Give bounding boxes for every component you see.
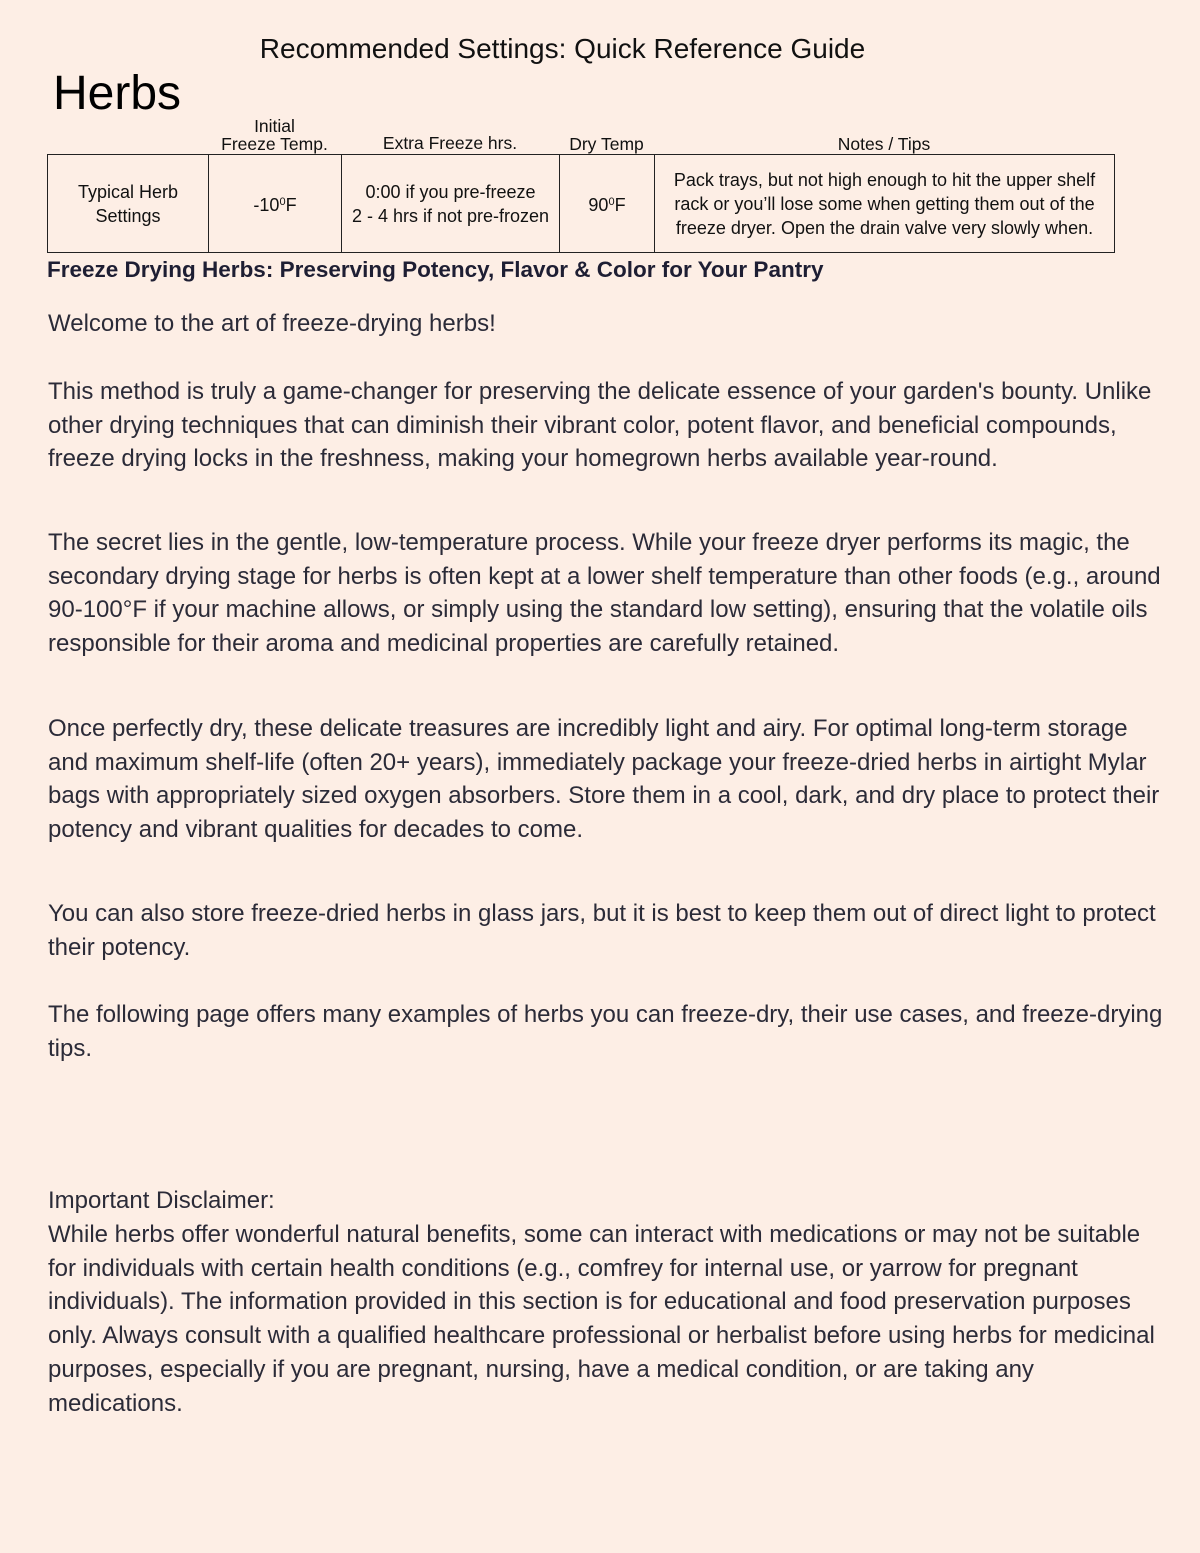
jars-paragraph: You can also store freeze-dried herbs in glass jars, but it is best to keep them out of direct light to protect their potency. bbox=[48, 900, 1156, 961]
notes-line2: rack or you’ll lose some when getting them out of the bbox=[674, 193, 1095, 214]
welcome-paragraph: Welcome to the art of freeze-drying herbs! bbox=[48, 310, 496, 337]
row-label-line1: Typical Herb bbox=[77, 181, 179, 202]
dry-temp-degree: 0 bbox=[608, 196, 615, 208]
dry-temp-value: 90 bbox=[588, 195, 609, 215]
extra-freeze-cell bbox=[342, 155, 560, 253]
settings-table bbox=[47, 154, 1115, 253]
column-header-notes: Notes / Tips bbox=[837, 134, 931, 154]
dry-temp-unit: F bbox=[614, 195, 626, 215]
guide-title: Recommended Settings: Quick Reference Guide bbox=[259, 33, 866, 64]
column-header-dry-temp: Dry Temp bbox=[569, 134, 644, 154]
row-label-cell bbox=[48, 155, 209, 253]
notes-line3: freeze dryer. Open the drain valve very slowly when. bbox=[675, 217, 1094, 238]
method-paragraph: This method is truly a game-changer for preserving the delicate essence of your garden's bounty. Unlike other drying techniques that can diminish their vibrant color, potent flavor, and beneficial compounds, freeze drying locks in the freshness, making your homegrown herbs available year-round. bbox=[48, 378, 1152, 473]
article-heading: Freeze Drying Herbs: Preserving Potency, Flavor & Color for Your Pantry bbox=[47, 257, 824, 282]
initial-freeze-unit: F bbox=[285, 195, 297, 215]
notes-line1: Pack trays, but not high enough to hit the upper shelf bbox=[673, 169, 1096, 190]
section-title: Herbs bbox=[53, 67, 182, 120]
column-header-initial-freeze-line1: Initial bbox=[254, 116, 295, 136]
following-page-paragraph: The following page offers many examples of herbs you can freeze-dry, their use cases, and freeze-drying tips. bbox=[48, 1001, 1163, 1062]
disclaimer-title: Important Disclaimer: bbox=[48, 1187, 275, 1214]
initial-freeze-cell bbox=[209, 155, 342, 253]
dry-temp-cell bbox=[560, 155, 655, 253]
extra-freeze-line1: 0:00 if you pre-freeze bbox=[365, 181, 536, 202]
row-label-line2: Settings bbox=[95, 205, 161, 226]
secret-paragraph: The secret lies in the gentle, low-temperature process. While your freeze dryer performs its magic, the secondary drying stage for herbs is often kept at a lower shelf temperature than other foods (e.g., around 90-100°F if your machine allows, or simply using the standard low setting), ensuring that the volatile oils responsible for their aroma and medicinal properties are carefully retained. bbox=[48, 529, 1161, 658]
storage-paragraph: Once perfectly dry, these delicate treasures are incredibly light and airy. For optimal long-term storage and maximum shelf-life (often 20+ years), immediately package your freeze-dried herbs in airtight Mylar bags with appropriately sized oxygen absorbers. Store them in a cool, dark, and dry place to protect their potency and vibrant qualities for decades to come. bbox=[48, 715, 1160, 844]
initial-freeze-degree: 0 bbox=[279, 196, 286, 208]
extra-freeze-line2: 2 - 4 hrs if not pre-frozen bbox=[351, 205, 550, 226]
table-row bbox=[48, 155, 1115, 253]
initial-freeze-value: -10 bbox=[253, 195, 280, 215]
notes-cell bbox=[655, 155, 1115, 253]
column-header-extra-freeze: Extra Freeze hrs. bbox=[382, 133, 518, 153]
column-header-initial-freeze bbox=[208, 117, 341, 153]
column-header-initial-freeze-line2: Freeze Temp. bbox=[221, 134, 328, 154]
disclaimer-body: While herbs offer wonderful natural benefits, some can interact with medications or may not be suitable for individuals with certain health conditions (e.g., comfrey for internal use, or yarrow for pregnant individuals). The information provided in this section is for educational and food preservation purposes only. Always consult with a qualified healthcare professional or herbalist before using herbs for medicinal purposes, especially if you are pregnant, nursing, have a medical condition, or are taking any medications. bbox=[48, 1221, 1155, 1417]
